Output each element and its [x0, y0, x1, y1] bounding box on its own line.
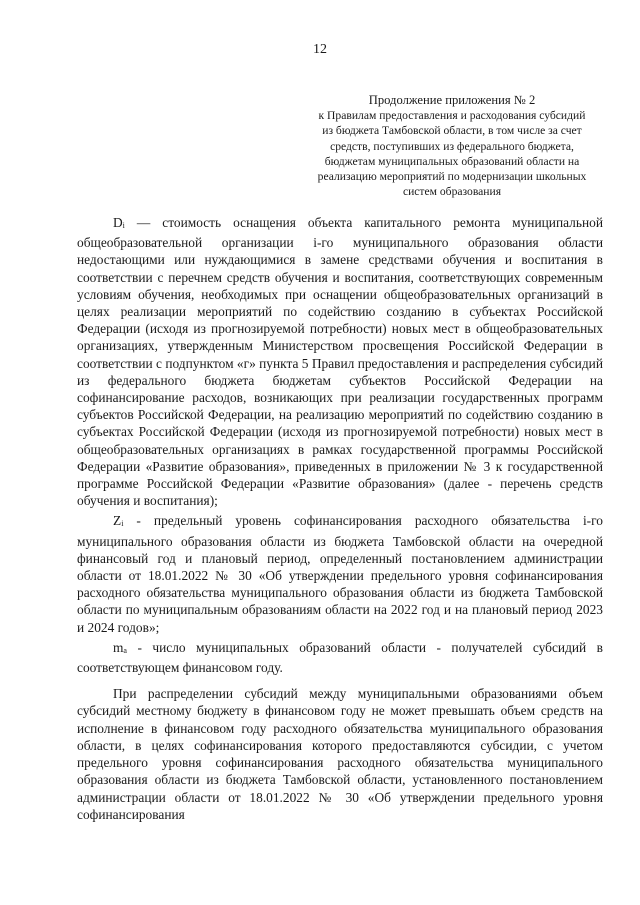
variable-m: m: [113, 639, 124, 655]
paragraph-d-text: — стоимость оснащения объекта капитального ремонта муниципальной общеобразовательной организации i-го муниципального образования области недостающими или нуждающимися в замене средствами обучения и воспитания в соответствии с перечнем средств обучения и воспитания, соответствующих современным условиям обучения, необходимых при оснащении общеобразовательных организаций в целях реализации мероприятий по содействию созданию в субъектах Российской Федерации (исходя из прогнозируемой потребности) новых мест в общеобразовательных организациях, утвержденным Министерством просвещения Российской Федерации в соответствии с подпунктом «г» пункта 5 Правил предоставления и распределения субсидий из федерального бюджета бюджетам субъектов Российской Федерации на софинансирование расходов, возникающих при реализации государственных программ субъектов Российской Федерации, на реализацию мероприятий по содействию созданию в субъектах Российской Федерации (исходя из прогнозируемой потребности) новых мест в общеобразовательных организациях в рамках государственной программы Российской Федерации «Развитие образования», приведенных в приложении № 3 к государственной программе Российской Федерации «Развитие образования» (далее - перечень средств обучения и воспитания);: [77, 215, 603, 509]
variable-m-subscript: a: [123, 645, 127, 655]
appendix-title: Продолжение приложения № 2: [368, 93, 536, 107]
variable-z-subscript: i: [121, 519, 124, 529]
paragraph-m-text: - число муниципальных образований области - получателей субсидий в соответствующем финансовом году.: [77, 639, 603, 676]
appendix-header-line: бюджетам муниципальных образований области на: [324, 154, 580, 168]
paragraph-z-text: - предельный уровень софинансирования расходного обязательства i-го муниципального образования области из бюджета Тамбовской области на очередной финансовый год и плановый период, определенный постановлением администрации области от 18.01.2022 № 30 «Об утверждении предельного уровня софинансирования расходного обязательства муниципального образования области из бюджета Тамбовской области по муниципальным образованиям области на 2022 год и на плановый период 2023 и 2024 годов»;: [77, 513, 603, 635]
variable-d-subscript: i: [122, 221, 125, 230]
appendix-header-line: средств, поступивших из федерального бюджета,: [330, 139, 574, 153]
page-number: 12: [313, 42, 327, 57]
paragraph-distribution: При распределении субсидий между муниципальными образованиями объем субсидий местному бюджету в финансовом году не может превышать объем средств на исполнение в финансовом году расходного обязательства муниципального образования области, в целях софинансирования которого предоставляются субсидии, с учетом предельного уровня софинансирования расходного обязательства муниципального образования области из бюджета Тамбовской области, установленного постановлением администрации области от 18.01.2022 № 30 «Об утверждении предельного уровня софинансирования: [77, 686, 603, 822]
paragraph-m-definition: [77, 639, 603, 676]
variable-d: D: [113, 215, 123, 230]
variable-z: Z: [113, 513, 122, 529]
appendix-header-line: систем образования: [402, 185, 502, 199]
body-text: [77, 214, 603, 823]
appendix-header-line: из бюджета Тамбовской области, в том числе за счет: [322, 124, 582, 138]
paragraph-d-definition: [77, 214, 603, 509]
appendix-header-line: к Правилам предоставления и расходования субсидий: [318, 109, 586, 123]
paragraph-z-definition: [77, 512, 603, 635]
appendix-header: [296, 93, 608, 199]
appendix-header-line: реализацию мероприятий по модернизации школьных: [317, 170, 587, 184]
